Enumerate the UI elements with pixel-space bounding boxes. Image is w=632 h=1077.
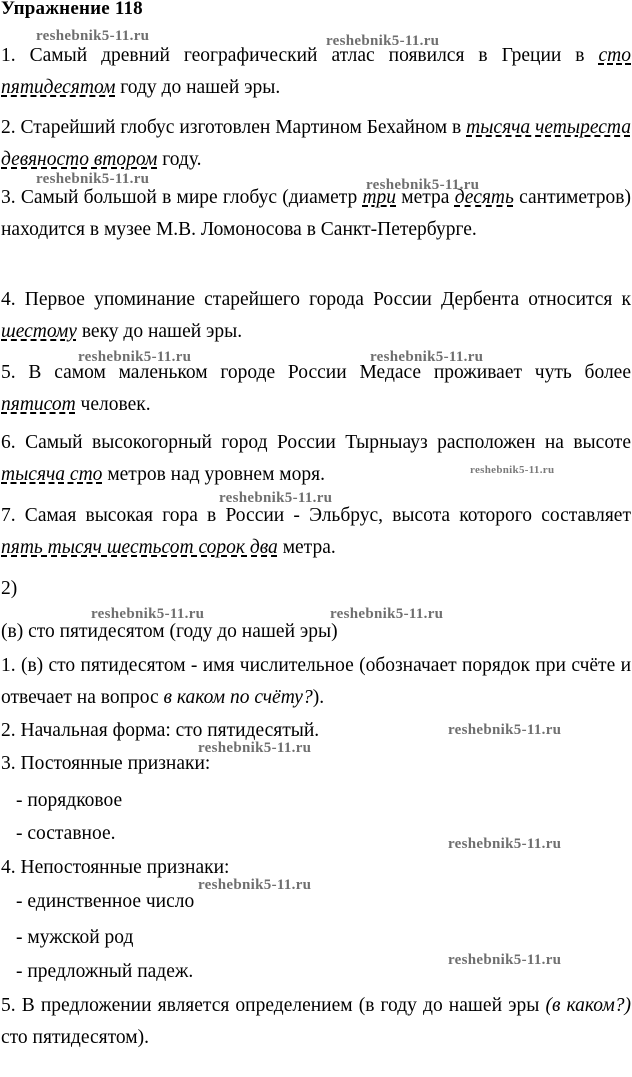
- analysis-point-1: [1, 650, 631, 714]
- sentence-7: [1, 500, 631, 564]
- sentence-3-tail: сантиметров) находится в музее М.В. Ломоносова в Санкт-Петербурге.: [1, 187, 631, 240]
- sentence-4-numeral: шестому: [1, 321, 77, 342]
- sentence-1-numeral: сто пятидесятом: [1, 45, 631, 98]
- sentence-4-tail: веку до нашей эры.: [76, 321, 243, 342]
- watermark: reshebnik5-11.ru: [36, 28, 150, 44]
- sentence-6-numeral: тысяча сто: [1, 464, 103, 485]
- sentence-2-text: 2. Старейший глобус изготовлен Мартином Бехайном в: [1, 117, 467, 138]
- feature-compound: - составное.: [16, 823, 116, 844]
- analysis-point-5-text: 5. В предложении является определением (в году до нашей эры: [1, 995, 546, 1016]
- watermark: reshebnik5-11.ru: [78, 349, 192, 365]
- analysis-point-1-text: 1. (в) сто пятидесятом - имя числительное (обозначает порядок при счёте и отвечает на вопрос: [1, 655, 631, 708]
- sentence-7-text: 7. Самая высокая гора в России - Эльбрус, высота которого составляет: [1, 505, 631, 526]
- feature-masculine: - мужской род: [16, 927, 134, 948]
- feature-singular: - единственное число: [16, 891, 195, 912]
- watermark: reshebnik5-11.ru: [370, 349, 484, 365]
- sentence-1: [1, 40, 631, 104]
- analysis-phrase: (в) сто пятидесятом (году до нашей эры): [1, 621, 338, 642]
- sentence-3-numeral-1: три: [362, 187, 397, 208]
- watermark: reshebnik5-11.ru: [448, 952, 562, 968]
- sentence-6: [1, 427, 631, 491]
- analysis-point-5: [1, 990, 631, 1054]
- watermark: reshebnik5-11.ru: [91, 606, 205, 622]
- watermark: reshebnik5-11.ru: [198, 740, 312, 756]
- feature-prepositional: - предложный падеж.: [16, 961, 194, 982]
- analysis-point-5-tail: сто пятидесятом).: [1, 1027, 149, 1048]
- feature-ordinal: - порядковое: [16, 790, 123, 811]
- analysis-point-5-question: (в каком?): [545, 995, 632, 1016]
- sentence-5-numeral: пятисот: [1, 394, 76, 415]
- sentence-2-tail: году.: [157, 149, 202, 170]
- watermark: reshebnik5-11.ru: [330, 606, 444, 622]
- sentence-5: [1, 357, 631, 421]
- watermark: reshebnik5-11.ru: [198, 877, 312, 893]
- sentence-2: [1, 112, 631, 176]
- part-2-marker: 2): [1, 578, 18, 599]
- sentence-3-numeral-2: десять: [454, 187, 514, 208]
- analysis-point-4: 4. Непостоянные признаки:: [1, 857, 230, 878]
- watermark: reshebnik5-11.ru: [36, 171, 150, 187]
- sentence-4-text: 4. Первое упоминание старейшего города России Дербента относится к: [1, 289, 631, 310]
- sentence-2-numeral: тысяча четыреста девяносто втором: [1, 117, 631, 170]
- sentence-3-text: 3. Самый большой в мире глобус (диаметр: [1, 187, 363, 208]
- sentence-7-tail: метра.: [277, 537, 336, 558]
- analysis-point-2: 2. Начальная форма: сто пятидесятый.: [1, 720, 320, 741]
- sentence-3-text-2: метра: [396, 187, 455, 208]
- watermark: reshebnik5-11.ru: [448, 836, 562, 852]
- sentence-4: [1, 284, 631, 348]
- watermark: reshebnik5-11.ru: [326, 33, 440, 49]
- exercise-title: Упражнение 118: [1, 0, 143, 19]
- sentence-1-tail: году до нашей эры.: [115, 77, 281, 98]
- watermark: reshebnik5-11.ru: [366, 177, 480, 193]
- sentence-5-tail: человек.: [75, 394, 151, 415]
- analysis-point-1-tail: ).: [312, 687, 325, 708]
- analysis-point-1-question: в каком по счёту?: [163, 687, 313, 708]
- watermark: reshebnik5-11.ru: [219, 490, 333, 506]
- sentence-7-numeral: пять тысяч шестьсот сорок два: [1, 537, 278, 558]
- sentence-6-text: 6. Самый высокогорный город России Тырныауз расположен на высоте: [1, 432, 631, 453]
- analysis-point-3: 3. Постоянные признаки:: [1, 753, 211, 774]
- sentence-3: [1, 182, 631, 246]
- sentence-1-text: 1. Самый древний географический атлас появился в Греции в: [1, 45, 599, 66]
- sentence-6-tail: метров над уровнем моря.: [102, 464, 325, 485]
- watermark: reshebnik5-11.ru: [448, 722, 562, 738]
- sentence-5-text: 5. В самом маленьком городе России Медасе проживает чуть более: [1, 362, 631, 383]
- watermark: reshebnik5-11.ru: [470, 464, 555, 476]
